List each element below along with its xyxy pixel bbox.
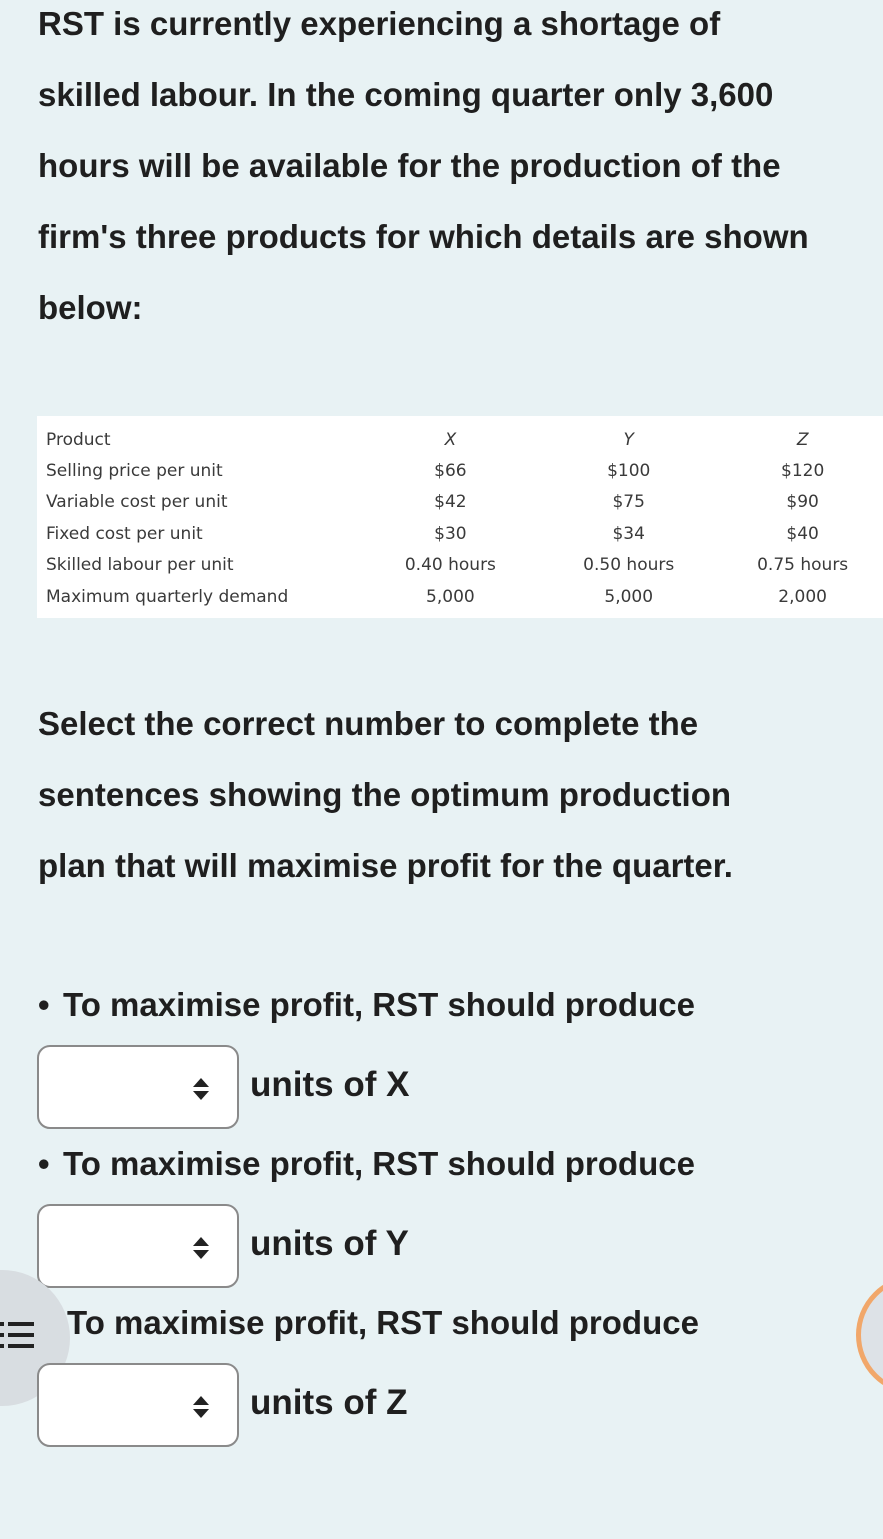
table-header-cell: Y: [623, 429, 634, 450]
table-header-row: [37, 424, 883, 455]
table-cell: $90: [786, 492, 819, 513]
answer-sentence-z: [67, 1304, 699, 1342]
intro-line: firm's three products for which details are shown: [38, 218, 809, 255]
table-header-cell: Product: [46, 429, 111, 450]
table-cell: $66: [434, 461, 467, 482]
table-cell: 0.75 hours: [757, 555, 849, 576]
table-cell: $40: [786, 523, 819, 544]
question-line: plan that will maximise profit for the quarter.: [38, 847, 733, 884]
question-line: Select the correct number to complete the: [38, 705, 699, 742]
units-y-select[interactable]: [37, 1204, 239, 1288]
table-cell: Skilled labour per unit: [46, 555, 234, 576]
intro-line: below:: [38, 289, 143, 326]
question-prompt: [38, 688, 858, 901]
table-row: [37, 487, 883, 518]
table-row: [37, 581, 883, 612]
intro-line: skilled labour. In the coming quarter only 3,600: [38, 76, 774, 113]
up-down-arrows-icon: [192, 1077, 210, 1101]
table-cell: 2,000: [778, 586, 827, 607]
units-z-select[interactable]: [37, 1363, 239, 1447]
table-cell: 5,000: [426, 586, 475, 607]
up-down-arrows-icon: [192, 1236, 210, 1260]
bullet-marker: •: [38, 986, 50, 1023]
table-cell: Fixed cost per unit: [46, 523, 203, 544]
table-cell: $42: [434, 492, 467, 513]
sentence-text: To maximise profit, RST should produce: [67, 1304, 699, 1341]
question-line: sentences showing the optimum production: [38, 776, 732, 813]
table-row: [37, 550, 883, 581]
table-cell: $100: [607, 461, 651, 482]
table-header-cell: X: [444, 429, 457, 450]
bullet-marker: •: [38, 1145, 50, 1182]
table-cell: 0.40 hours: [404, 555, 496, 576]
table-cell: $34: [612, 523, 645, 544]
answer-sentence-y: [38, 1145, 695, 1183]
floating-action-button[interactable]: [856, 1275, 883, 1395]
list-menu-icon: [0, 1320, 34, 1350]
table-cell: $120: [781, 461, 825, 482]
table-cell: Maximum quarterly demand: [46, 586, 289, 607]
sentence-text: To maximise profit, RST should produce: [63, 1145, 695, 1182]
intro-line: hours will be available for the production of the: [38, 147, 781, 184]
table-row: [37, 518, 883, 549]
sentence-text: To maximise profit, RST should produce: [63, 986, 695, 1023]
table-cell: 0.50 hours: [583, 555, 675, 576]
intro-line: RST is currently experiencing a shortage of: [38, 5, 721, 42]
table-header-cell: Z: [796, 429, 809, 450]
units-x-select[interactable]: [37, 1045, 239, 1129]
table-cell: 5,000: [604, 586, 654, 607]
table-cell: Variable cost per unit: [46, 492, 228, 513]
table-cell: $30: [434, 523, 467, 544]
table-row: [37, 455, 883, 486]
units-x-label: units of X: [250, 1065, 410, 1104]
intro-paragraph: [38, 0, 883, 343]
product-data-table: [37, 424, 883, 612]
table-cell: $75: [612, 492, 645, 513]
product-table: [37, 416, 883, 618]
units-y-label: units of Y: [250, 1224, 409, 1263]
table-cell: Selling price per unit: [46, 461, 223, 482]
up-down-arrows-icon: [192, 1395, 210, 1419]
units-z-label: units of Z: [250, 1383, 408, 1422]
answer-sentence-x: [38, 986, 695, 1024]
